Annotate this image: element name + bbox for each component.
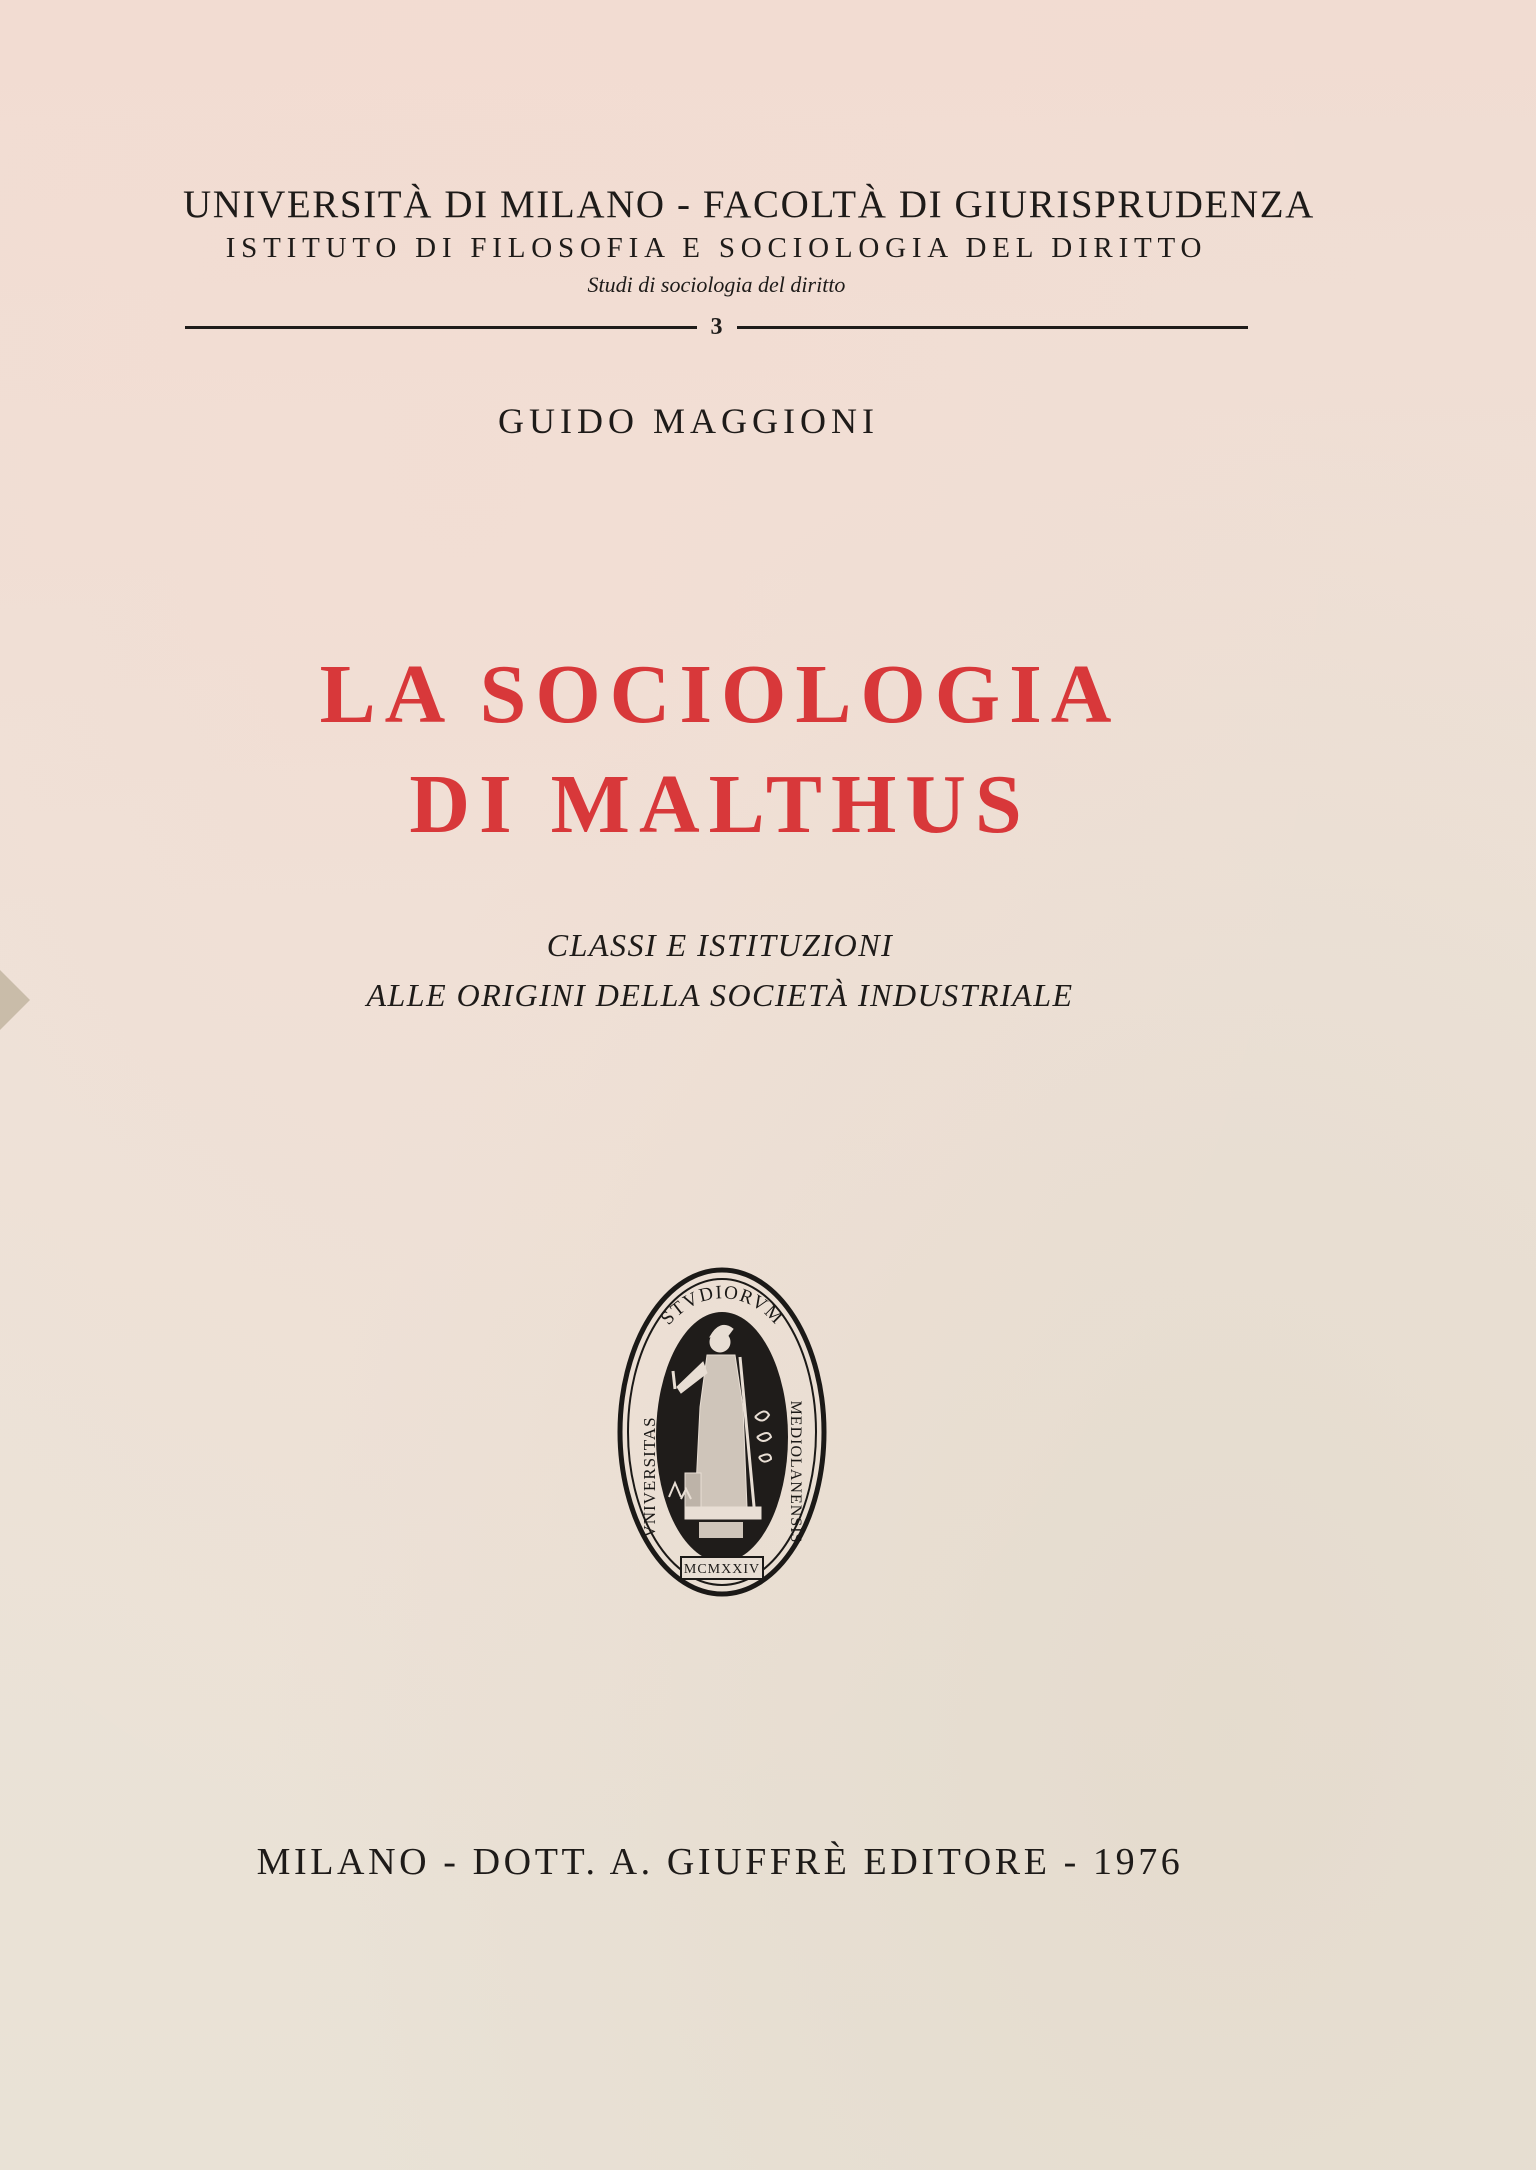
- seal-text-bottom: MCMXXIV: [683, 1562, 761, 1577]
- torn-edge: [0, 970, 30, 1030]
- rule-left: [185, 326, 697, 329]
- rule-right: [737, 326, 1249, 329]
- title-line-2: DI MALTHUS: [409, 758, 1031, 851]
- university-seal-icon: [615, 1267, 830, 1612]
- title-line-1: LA SOCIOLOGIA: [319, 648, 1121, 741]
- publisher-line: MILANO - DOTT. A. GIUFFRÈ EDITORE - 1976: [256, 1841, 1184, 1883]
- author-name: GUIDO MAGGIONI: [498, 401, 879, 441]
- institution-line: UNIVERSITÀ DI MILANO - FACOLTÀ DI GIURISPRUDENZA: [183, 183, 1315, 226]
- seal-text-top: STVDIORVM: [656, 1281, 788, 1330]
- subtitle-line-2: ALLE ORIGINI DELLA SOCIETÀ INDUSTRIALE: [366, 977, 1074, 1013]
- institute-line: ISTITUTO DI FILOSOFIA E SOCIOLOGIA DEL DIRITTO: [225, 232, 1208, 264]
- cover-header: [183, 182, 1315, 300]
- series-name: Studi di sociologia del diritto: [587, 272, 846, 297]
- book-title: [180, 640, 1260, 860]
- svg-text:VNIVERSITAS: [640, 1416, 659, 1537]
- seal-text-right: MEDIOLANENSIS: [787, 1400, 804, 1544]
- series-number: 3: [710, 313, 723, 340]
- subtitle-line-1: CLASSI E ISTITUZIONI: [546, 927, 894, 963]
- seal-text-left: VNIVERSITAS: [640, 1416, 659, 1538]
- book-subtitle: [180, 920, 1260, 1020]
- series-rule: [185, 312, 1248, 342]
- svg-text:MEDIOLANENSIS: [787, 1401, 804, 1544]
